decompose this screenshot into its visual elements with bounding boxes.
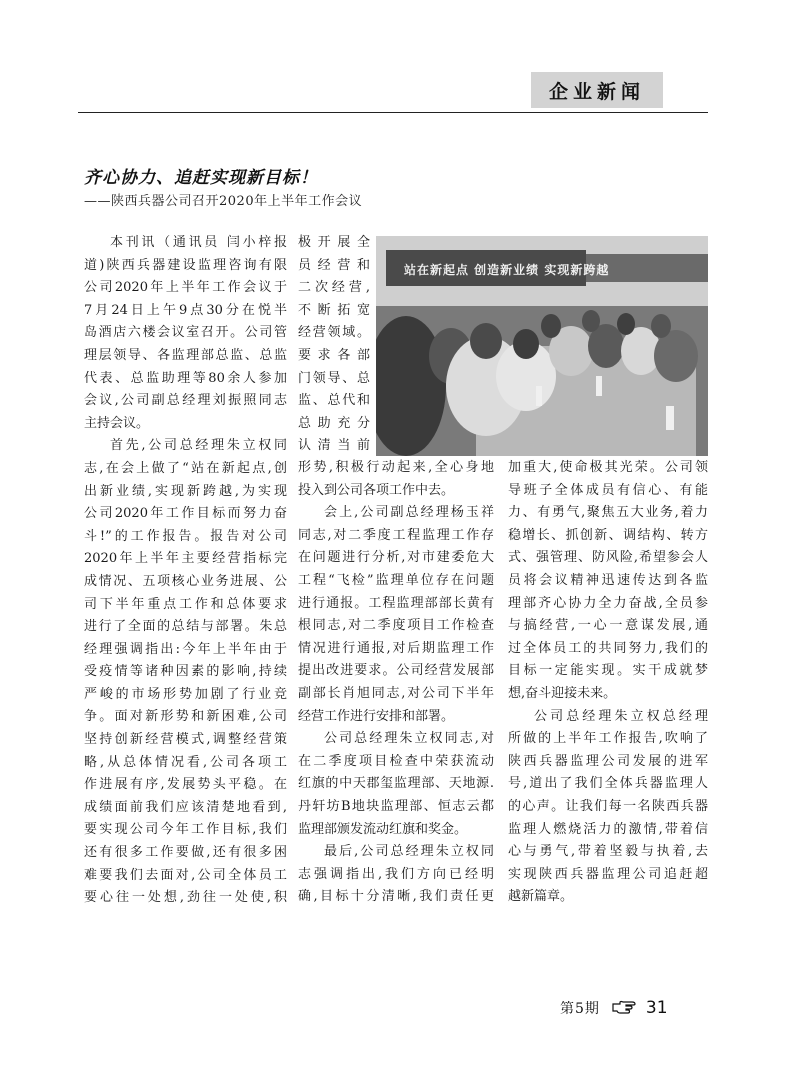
pointing-hand-icon <box>612 999 636 1018</box>
text-line: 志强调指出,我们方向已经明 <box>298 866 494 882</box>
text-line: 监理人燃烧活力的激情,带着信 <box>508 821 708 837</box>
text-line: 的心声。让我们每一名陕西兵器 <box>508 798 708 814</box>
text-line: 极开展全 <box>298 235 370 250</box>
article-title: 齐心协力、追赶实现新目标！ <box>84 168 318 188</box>
text-line: 根同志,对二季度项目工作检查 <box>298 618 494 634</box>
text-line: 会议,公司副总经理刘振照同志 <box>84 393 287 409</box>
text-line: 理部齐心协力全力奋战,全员参 <box>508 595 708 611</box>
text-column-2-bottom <box>298 457 494 909</box>
text-line: 还有很多工作要做,还有很多困 <box>84 845 287 861</box>
text-line: 主持会议。 <box>84 415 150 431</box>
text-line: 形势,积极行动起来,全心身地 <box>298 460 494 475</box>
text-line: 越新篇章。 <box>508 889 574 905</box>
text-column-2-top <box>298 232 370 458</box>
text-line: 道)陕西兵器建设监理咨询有限 <box>84 257 287 273</box>
text-line: 要求各部 <box>298 347 370 363</box>
text-line: 目标一定能实现。实干成就梦 <box>508 663 708 679</box>
article-subtitle: ——陕西兵器公司召开2020年上半年工作会议 <box>84 194 363 209</box>
text-line: 坚持创新经营模式,调整经营策 <box>84 732 287 748</box>
text-line: 经营领域。 <box>298 325 370 341</box>
text-line: 加重大,使命极其光荣。公司领 <box>508 460 708 475</box>
text-line: 在问题进行分析,对市建委危大 <box>298 550 494 566</box>
text-line: 总助充分 <box>298 415 370 431</box>
text-line: 稳增长、抓创新、调结构、转方 <box>508 527 708 543</box>
text-line: 确,目标十分清晰,我们责任更 <box>298 889 494 905</box>
text-line: 想,奋斗迎接未来。 <box>508 685 617 701</box>
text-line: 不断拓宽 <box>298 302 370 318</box>
text-line: 过全体员工的共同努力,我们的 <box>508 640 708 656</box>
text-column-3 <box>508 457 708 909</box>
section-tag: 企业新闻 <box>531 72 663 108</box>
text-line: 同志,对二季度工程监理工作存 <box>298 527 494 543</box>
text-line: 认清当前 <box>298 438 370 454</box>
text-line: 号,道出了我们全体兵器监理人 <box>508 776 708 792</box>
text-line: 投入到公司各项工作中去。 <box>298 482 455 498</box>
text-line: 实现陕西兵器监理公司追赶超 <box>508 866 708 882</box>
text-line: 陕西兵器监理公司发展的进军 <box>508 753 708 769</box>
text-line: 2020年上半年主要经营指标完 <box>84 551 287 567</box>
photo-banner-text: 站在新起点 创造新业绩 实现新跨越 <box>404 263 610 277</box>
text-line: 与搞经营,一心一意谋发展,通 <box>508 618 708 634</box>
text-line: 工程“飞检”监理单位存在问题 <box>298 572 494 588</box>
text-line: 提出改进要求。公司经营发展部 <box>298 663 494 679</box>
text-line: 丹轩坊B地块监理部、恒志云都 <box>298 798 494 814</box>
text-line: 进行通报。工程监理部部长黄有 <box>298 595 494 611</box>
text-line: 要心往一处想,劲往一处使,积 <box>84 890 287 906</box>
text-line: 成情况、五项核心业务进展、公 <box>84 573 287 589</box>
issue-number: 第5期 <box>560 1001 600 1017</box>
text-line: 经营工作进行安排和部署。 <box>298 708 455 724</box>
text-line: 首先,公司总经理朱立权同 <box>110 438 287 454</box>
text-line: 监理部颁发流动红旗和奖金。 <box>298 821 468 837</box>
text-line: 最后,公司总经理朱立权同 <box>324 844 494 860</box>
text-line: 理层领导、各监理部总监、总监 <box>84 347 287 363</box>
text-line: 本刊讯（通讯员 闫小梓报 <box>110 235 287 250</box>
text-line: 红旗的中天郡玺监理部、天地源. <box>298 776 494 792</box>
text-line: 二次经营, <box>298 280 370 296</box>
text-line: 7月24日上午9点30分在悦半 <box>84 302 287 318</box>
text-line: 门领导、总 <box>298 370 370 386</box>
text-line: 代表、总监助理等80余人参加 <box>84 370 287 386</box>
text-line: 难要我们去面对,公司全体员工 <box>84 867 287 883</box>
text-line: 公司2020年工作目标而努力奋 <box>84 506 287 522</box>
text-line: 力、有勇气,聚焦五大业务,着力 <box>508 505 708 521</box>
text-line: 略,从总体情况看,公司各项工 <box>84 754 287 770</box>
text-line: 公司总经理朱立权同志,对 <box>324 731 494 747</box>
text-line: 监、总代和 <box>298 393 370 409</box>
text-line: 经理强调指出:今年上半年由于 <box>84 641 287 657</box>
text-line: 进行了全面的总结与部署。朱总 <box>84 619 287 635</box>
text-line: 司下半年重点工作和总体要求 <box>84 596 287 612</box>
page-number: 31 <box>645 998 668 1018</box>
text-line: 导班子全体成员有信心、有能 <box>508 482 708 498</box>
text-line: 会上,公司副总经理杨玉祥 <box>324 505 494 521</box>
text-line: 志,在会上做了“站在新起点,创 <box>84 460 287 476</box>
text-line: 员将会议精神迅速传达到各监 <box>508 572 708 588</box>
text-line: 情况进行通报,对后期监理工作 <box>298 640 494 656</box>
text-line: 员经营和 <box>298 257 370 273</box>
text-line: 受疫情等诸种因素的影响,持续 <box>84 664 287 680</box>
text-line: 公司2020年上半年工作会议于 <box>84 280 287 296</box>
text-line: 斗!”的工作报告。报告对公司 <box>84 528 287 544</box>
text-column-1 <box>84 232 287 910</box>
meeting-photo <box>376 236 708 456</box>
text-line: 岛酒店六楼会议室召开。公司管 <box>84 325 287 341</box>
text-line: 在二季度项目检查中荣获流动 <box>298 753 494 769</box>
text-line: 副部长肖旭同志,对公司下半年 <box>298 685 494 701</box>
text-line: 出新业绩,实现新跨越,为实现 <box>84 483 287 499</box>
page-footer <box>560 998 668 1018</box>
text-line: 式、强管理、防风险,希望参会人 <box>508 550 708 566</box>
text-line: 要实现公司今年工作目标,我们 <box>84 822 287 838</box>
text-line: 作进展有序,发展势头平稳。在 <box>84 777 287 793</box>
header-rule <box>78 112 708 113</box>
text-line: 所做的上半年工作报告,吹响了 <box>508 731 708 747</box>
text-line: 争。面对新形势和新困难,公司 <box>84 709 287 725</box>
text-line: 成绩面前我们应该清楚地看到, <box>84 799 287 815</box>
text-line: 公司总经理朱立权总经理 <box>534 708 708 724</box>
text-line: 心与勇气,带着坚毅与执着,去 <box>508 844 708 860</box>
text-line: 严峻的市场形势加剧了行业竞 <box>84 686 287 702</box>
